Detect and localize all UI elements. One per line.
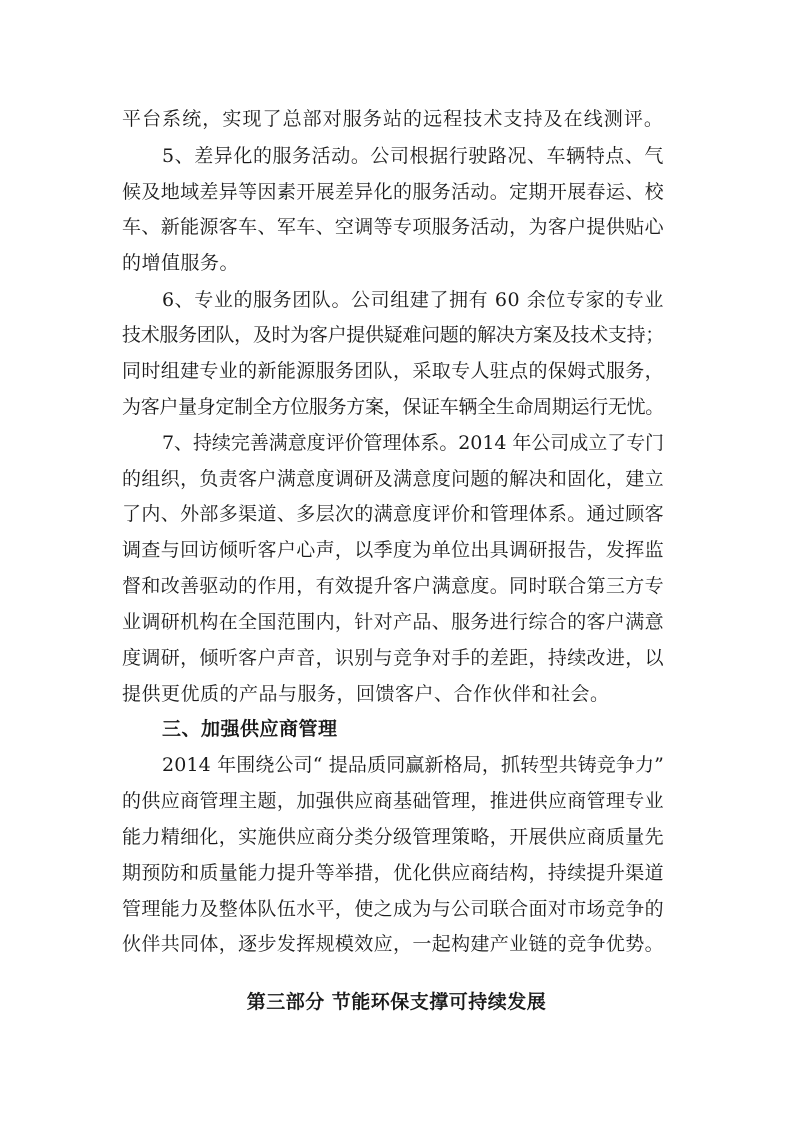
text-line: 督和改善驱动的作用，有效提升客户满意度。同时联合第三方专 — [122, 575, 664, 597]
text-line: 技术服务团队，及时为客户提供疑难问题的解决方案及技术支持； — [122, 324, 664, 346]
text-line: 车、新能源客车、军车、空调等专项服务活动，为客户提供贴心 — [122, 216, 664, 238]
text-line: 6、专业的服务团队。公司组建了拥有 60 余位专家的专业 — [162, 289, 664, 311]
text-line: 管理能力及整体队伍水平，使之成为与公司联合面对市场竞争的 — [122, 898, 664, 920]
text-line: 提供更优质的产品与服务，回馈客户、合作伙伴和社会。 — [122, 683, 610, 705]
text-line: 业调研机构在全国范围内，针对产品、服务进行综合的客户满意 — [122, 611, 664, 633]
text-line: 5、差异化的服务活动。公司根据行驶路况、车辆特点、气 — [162, 145, 664, 167]
text-line: 平台系统，实现了总部对服务站的远程技术支持及在线测评。 — [122, 108, 664, 130]
text-line: 2014 年围绕公司“ 提品质同赢新格局，抓转型共铸竞争力” — [162, 754, 664, 776]
text-line: 为客户量身定制全方位服务方案，保证车辆全生命周期运行无忧。 — [122, 396, 664, 418]
text-line: 的增值服务。 — [122, 252, 240, 274]
text-line: 7、持续完善满意度评价管理体系。2014 年公司成立了专门 — [162, 432, 664, 454]
text-line: 期预防和质量能力提升等举措，优化供应商结构，持续提升渠道 — [122, 862, 664, 884]
part-title: 第三部分 节能环保支撑可持续发展 — [246, 991, 547, 1013]
text-line: 候及地域差异等因素开展差异化的服务活动。定期开展春运、校 — [122, 181, 664, 203]
text-line: 伙伴共同体，逐步发挥规模效应，一起构建产业链的竞争优势。 — [122, 933, 664, 955]
text-line: 了内、外部多渠道、多层次的满意度评价和管理体系。通过顾客 — [122, 503, 664, 525]
text-line: 的组织，负责客户满意度调研及满意度问题的解决和固化，建立 — [122, 468, 664, 490]
text-line: 同时组建专业的新能源服务团队，采取专人驻点的保姆式服务， — [122, 360, 664, 382]
text-line: 能力精细化，实施供应商分类分级管理策略，开展供应商质量先 — [122, 826, 664, 848]
section-heading: 三、加强供应商管理 — [162, 718, 338, 740]
text-line: 度调研，倾听客户声音，识别与竞争对手的差距，持续改进，以 — [122, 647, 664, 669]
text-line: 调查与回访倾听客户心声，以季度为单位出具调研报告，发挥监 — [122, 539, 664, 561]
text-line: 的供应商管理主题，加强供应商基础管理，推进供应商管理专业 — [122, 790, 664, 812]
